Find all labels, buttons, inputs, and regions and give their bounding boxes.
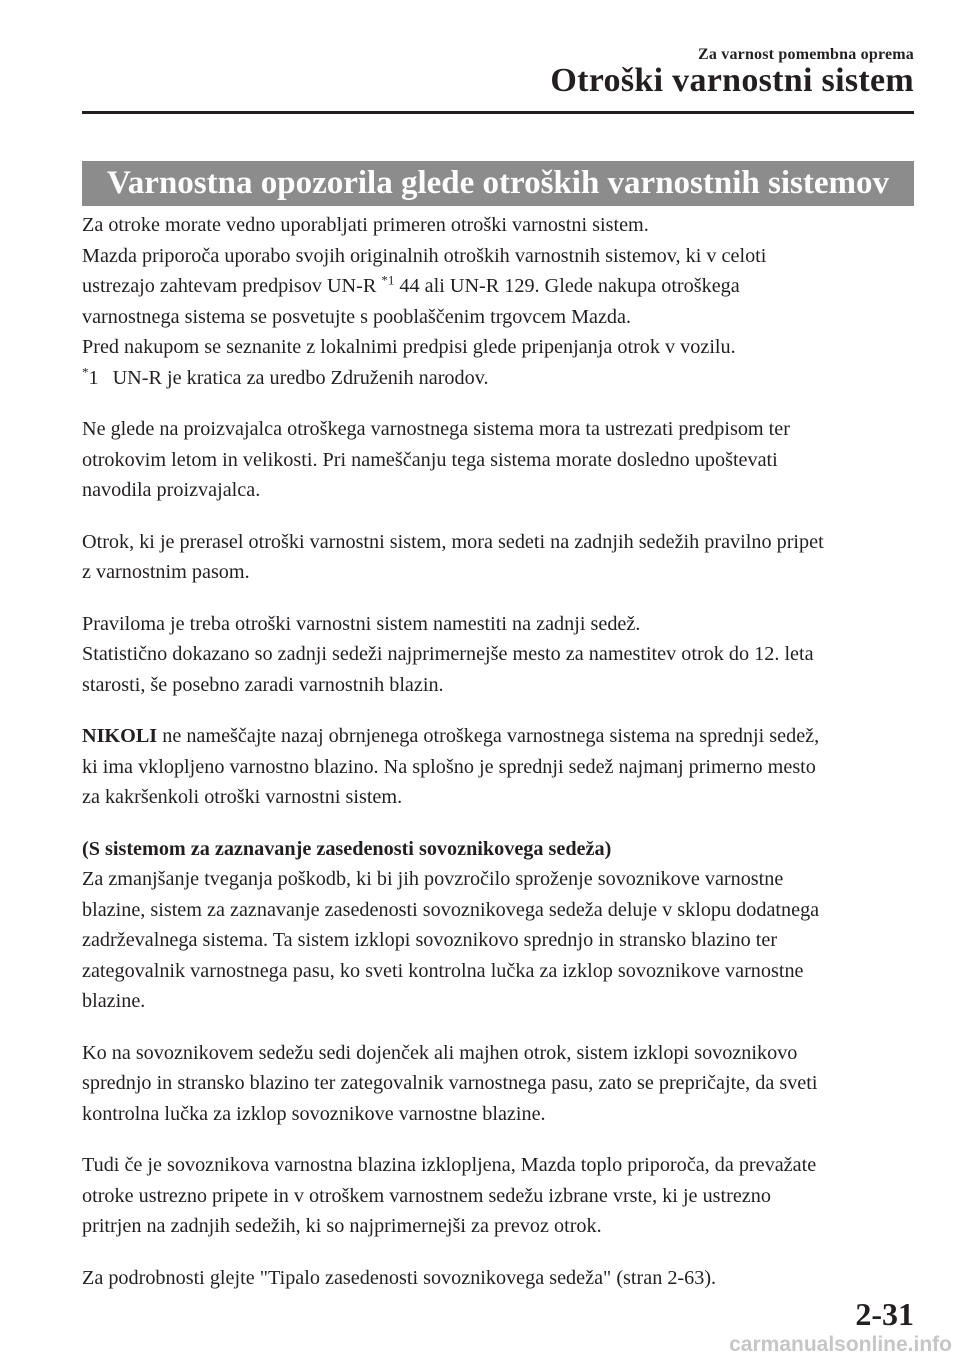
watermark: carmanualsonline.info [729,1333,952,1356]
cross-reference: Za podrobnosti glejte "Tipalo zasedenosti sovoznikovega sedeža" (stran 2-63). [82,1266,717,1289]
footnote-text: UN-R je kratica za uredbo Združenih narodov. [112,366,489,389]
text-line: Za zmanjšanje tveganja poškodb, ki bi jih povzročilo sproženje sovoznikove varnostne [82,868,784,890]
text-line: Mazda priporoča uporabo svojih originalnih otroških varnostnih sistemov, ki v celoti [82,244,767,267]
text-line: ustrezajo zahtevam predpisov UN-R [82,275,382,297]
footnote [82,363,489,389]
paragraph-never-warning [82,721,914,813]
text-line: blazine. [82,990,146,1012]
subsection-heading: (S sistemom za zaznavanje zasedenosti sovoznikovega sedeža) [82,837,612,860]
section-banner: Varnostna opozorila glede otroških varnostnih sistemov [82,161,914,206]
text-line: ki ima vklopljeno varnostno blazino. Na splošno je sprednji sedež najmanj primerno mesto [82,755,816,778]
text-line: za kakršenkoli otroški varnostni sistem. [82,786,403,808]
text-line: zategovalnik varnostnega pasu, ko sveti kontrolna lučka za izklop sovoznikove varnostne [82,959,804,982]
text-line: zadrževalnega sistema. Ta sistem izklopi sovoznikovo sprednjo in stransko blazino ter [82,929,778,951]
text-line: 44 ali UN-R 129. Glede nakupa otroškega [394,275,740,297]
paragraph-manufacturer [82,414,914,506]
intro-paragraph [82,210,914,393]
text-line: Ne glede na proizvajalca otroškega varnostnega sistema mora ta ustrezati predpisom ter [82,418,790,440]
text-line: Praviloma je treba otroški varnostni sistem namestiti na zadnji sedež. [82,612,641,635]
text-line: Za otroke morate vedno uporabljati primeren otroški varnostni sistem. [82,214,649,236]
text-line: otrokovim letom in velikosti. Pri nameščanju tega sistema morate dosledno upoštevati [82,448,778,471]
header-divider [82,111,914,114]
footnote-reference: *1 [381,272,395,288]
text-line: starosti, še posebno zaradi varnostnih blazin. [82,673,444,696]
text-line: otroke ustrezno pripete in v otroškem varnostnem sedežu izbrane vrste, ki je ustrezno [82,1184,771,1207]
paragraph-infant [82,1038,914,1130]
text-line: ne nameščajte nazaj obrnjenega otroškega varnostnega sistema na sprednji sedež, [157,725,820,747]
text-line: z varnostnim pasom. [82,561,250,583]
text-line: pritrjen na zadnjih sedežih, ki so najprimernejši za prevoz otrok. [82,1215,602,1237]
text-line: Pred nakupom se seznanite z lokalnimi predpisi glede pripenjanja otrok v vozilu. [82,336,736,358]
text-line: kontrolna lučka za izklop sovoznikove varnostne blazine. [82,1102,546,1125]
footnote-number: 1 [88,366,99,389]
paragraph-occupancy-system [82,834,914,1017]
paragraph-outgrown [82,527,914,588]
text-line: Ko na sovoznikovem sedežu sedi dojenček ali majhen otrok, sistem izklopi sovoznikovo [82,1041,798,1064]
text-line: Statistično dokazano so zadnji sedeži najprimernejše mesto za namestitev otrok do 12. leta [82,643,814,665]
never-emphasis: NIKOLI [82,725,158,747]
text-line: Tudi če je sovoznikova varnostna blazina izklopljena, Mazda toplo priporoča, da prevažate [82,1154,817,1176]
footnote-mark: * [82,363,89,379]
text-line: Otrok, ki je prerasel otroški varnostni sistem, mora sedeti na zadnjih sedežih pravilno pripet [82,530,824,553]
text-line: varnostnega sistema se posvetujte s pooblaščenim trgovcem Mazda. [82,305,632,328]
section-header: Za varnost pomembna oprema [697,46,914,63]
text-line: navodila proizvajalca. [82,479,261,501]
text-line: sprednjo in stransko blazino ter zategovalnik varnostnega pasu, zato se prepričajte, da sveti [82,1072,818,1094]
paragraph-reference [82,1263,914,1294]
text-line: blazine, sistem za zaznavanje zasedenosti sovoznikovega sedeža deluje v sklopu dodatnega [82,898,820,921]
page-number: 2-31 [855,1296,914,1332]
main-content [82,210,914,1293]
page-title: Otroški varnostni sistem [550,62,914,99]
paragraph-rear-seat [82,609,914,701]
paragraph-recommendation [82,1150,914,1242]
